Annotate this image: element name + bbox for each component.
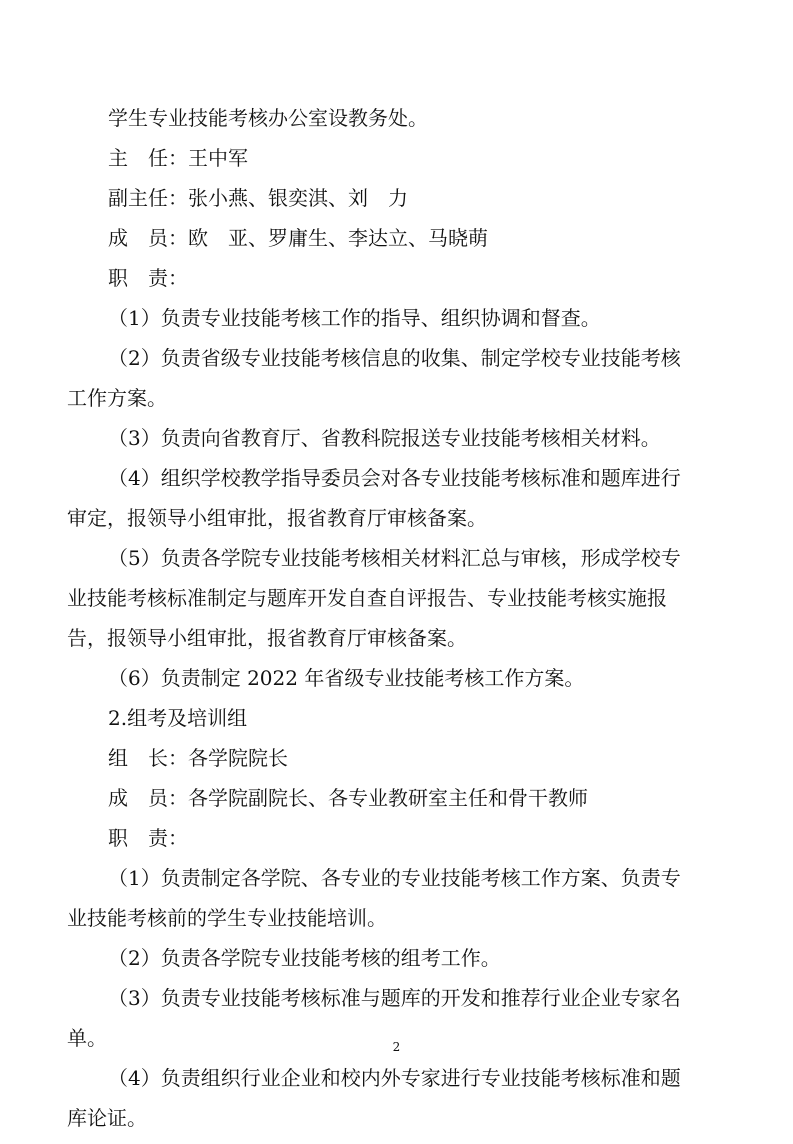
paragraph-line: 工作方案。 bbox=[67, 386, 167, 410]
paragraph-line: 主 任：王中军 bbox=[108, 146, 248, 170]
paragraph-line: 库论证。 bbox=[67, 1106, 147, 1130]
paragraph-line: 副主任：张小燕、银奕淇、刘 力 bbox=[108, 186, 408, 210]
paragraph-line: 职 责： bbox=[108, 826, 188, 850]
paragraph-line: （1）负责专业技能考核工作的指导、组织协调和督查。 bbox=[108, 306, 601, 330]
paragraph-line: （2）负责各学院专业技能考核的组考工作。 bbox=[108, 946, 501, 970]
paragraph-line: 成 员：欧 亚、罗庸生、李达立、马晓萌 bbox=[108, 226, 488, 250]
section-heading: 2.组考及培训组 bbox=[108, 706, 248, 730]
paragraph-line: 组 长：各学院院长 bbox=[108, 746, 288, 770]
paragraph-line: 职 责： bbox=[108, 266, 188, 290]
paragraph-line: 业技能考核前的学生专业技能培训。 bbox=[67, 906, 387, 930]
paragraph-line: （4）负责组织行业企业和校内外专家进行专业技能考核标准和题 bbox=[108, 1066, 681, 1090]
paragraph-line: （4）组织学校教学指导委员会对各专业技能考核标准和题库进行 bbox=[108, 466, 681, 490]
page-number: 2 bbox=[392, 1040, 401, 1054]
paragraph-line: （5）负责各学院专业技能考核相关材料汇总与审核，形成学校专 bbox=[108, 546, 681, 570]
paragraph-line: （6）负责制定 2022 年省级专业技能考核工作方案。 bbox=[108, 666, 585, 690]
paragraph-line: 审定，报领导小组审批，报省教育厅审核备案。 bbox=[67, 506, 487, 530]
paragraph-line: （2）负责省级专业技能考核信息的收集、制定学校专业技能考核 bbox=[108, 346, 681, 370]
paragraph-line: 告，报领导小组审批，报省教育厅审核备案。 bbox=[67, 626, 467, 650]
paragraph-line: （3）负责向省教育厅、省教科院报送专业技能考核相关材料。 bbox=[108, 426, 661, 450]
paragraph-line: 业技能考核标准制定与题库开发自查自评报告、专业技能考核实施报 bbox=[67, 586, 667, 610]
paragraph-line: （1）负责制定各学院、各专业的专业技能考核工作方案、负责专 bbox=[108, 866, 681, 890]
paragraph-line: 成 员：各学院副院长、各专业教研室主任和骨干教师 bbox=[108, 786, 588, 810]
paragraph-line: 单。 bbox=[67, 1026, 107, 1050]
paragraph-line: 学生专业技能考核办公室设教务处。 bbox=[108, 106, 428, 130]
document-body bbox=[67, 104, 733, 1144]
paragraph-line: （3）负责专业技能考核标准与题库的开发和推荐行业企业专家名 bbox=[108, 986, 681, 1010]
